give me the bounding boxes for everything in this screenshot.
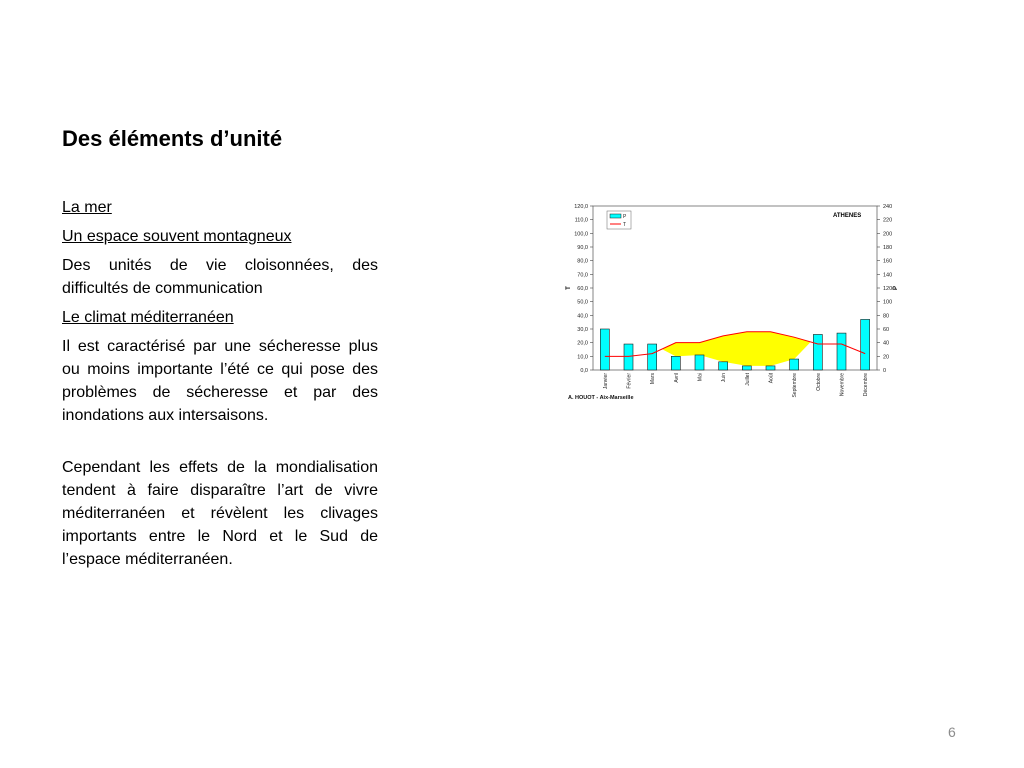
month-label-4: Avril: [673, 373, 680, 383]
right-tick-label: 120: [883, 286, 893, 292]
right-tick-label: 160: [883, 258, 893, 265]
legend-box: [607, 211, 631, 229]
bullet-units: Des unités de vie cloisonnées, des difficultés de communication: [62, 257, 378, 297]
right-tick-label: 20: [883, 354, 890, 361]
right-tick-label: 240: [883, 204, 893, 210]
right-tick-label: 200: [883, 231, 893, 238]
precip-bar-7: [742, 366, 751, 370]
right-tick-label: 0: [883, 368, 887, 374]
page-number: 6: [948, 724, 956, 740]
right-tick-label: 80: [883, 313, 890, 320]
left-tick-label: 60,0: [577, 286, 588, 292]
precip-bar-11: [837, 333, 846, 370]
chart-title: ATHENES: [833, 213, 862, 219]
left-tick-label: 40,0: [577, 313, 588, 320]
precip-bar-10: [813, 334, 822, 370]
precip-bar-2: [624, 344, 633, 370]
left-tick-label: 0,0: [580, 368, 588, 374]
globalization-paragraph: Cependant les effets de la mondialisation tendent à faire disparaître l’art de vivre méditerranéen et révèlent les clivages importants entre le Nord et le Sud de l’espace méditerranéen.: [62, 459, 378, 568]
legend-swatch-p: [610, 214, 621, 218]
climate-chart-svg: [560, 200, 900, 404]
bullet-sea: La mer: [62, 199, 112, 216]
right-tick-label: 40: [883, 340, 890, 347]
precip-bar-6: [719, 362, 728, 370]
month-label-6: Juin: [721, 373, 728, 383]
left-axis-label: T: [566, 286, 572, 290]
month-label-12: Décembre: [863, 373, 870, 397]
precip-bar-1: [600, 329, 609, 370]
right-axis-label: P: [893, 285, 899, 291]
left-tick-label: 110,0: [574, 217, 588, 224]
legend-label-p: P: [623, 214, 627, 220]
left-tick-label: 100,0: [574, 231, 588, 238]
precip-bar-12: [861, 319, 870, 370]
month-label-2: Février: [626, 373, 633, 389]
precip-bar-9: [790, 359, 799, 370]
bullet-climate: Le climat méditerranéen: [62, 309, 234, 326]
right-tick-label: 100: [883, 299, 893, 306]
precip-bar-8: [766, 366, 775, 370]
right-tick-label: 140: [883, 272, 893, 279]
slide-body: [62, 196, 378, 577]
precip-bar-5: [695, 355, 704, 370]
month-label-8: Août: [768, 373, 775, 384]
month-label-11: Novembre: [839, 373, 846, 397]
climate-description: Il est caractérisé par une sécheresse plus ou moins importante l’été ce qui pose des problèmes de sécheresse et par des inondations aux intersaisons.: [62, 338, 378, 424]
month-label-1: Janvier: [602, 373, 609, 390]
legend-label-t: T: [623, 222, 627, 228]
left-tick-label: 80,0: [577, 258, 588, 265]
left-tick-label: 70,0: [577, 272, 588, 279]
month-label-5: Mai: [697, 373, 704, 382]
precip-bar-3: [648, 344, 657, 370]
climate-chart: [560, 200, 900, 404]
chart-source: A. HOUOT - Aix-Marseille: [568, 395, 634, 401]
left-tick-label: 20,0: [577, 340, 588, 347]
month-label-3: Mars: [650, 373, 657, 385]
left-tick-label: 90,0: [577, 245, 588, 251]
left-tick-label: 50,0: [577, 299, 588, 306]
left-tick-label: 120,0: [574, 204, 588, 210]
left-tick-label: 10,0: [577, 354, 588, 361]
month-label-9: Septembre: [792, 373, 799, 398]
spacer: [62, 433, 378, 456]
slide-title: Des éléments d’unité: [62, 126, 283, 151]
left-tick-label: 30,0: [577, 327, 588, 333]
month-label-10: Octobre: [815, 373, 822, 391]
right-tick-label: 220: [883, 217, 893, 224]
bullet-mountains: Un espace souvent montagneux: [62, 228, 292, 245]
month-label-7: Juillet: [744, 373, 751, 386]
right-tick-label: 60: [883, 327, 890, 333]
right-tick-label: 180: [883, 245, 893, 251]
precip-bar-4: [671, 356, 680, 370]
